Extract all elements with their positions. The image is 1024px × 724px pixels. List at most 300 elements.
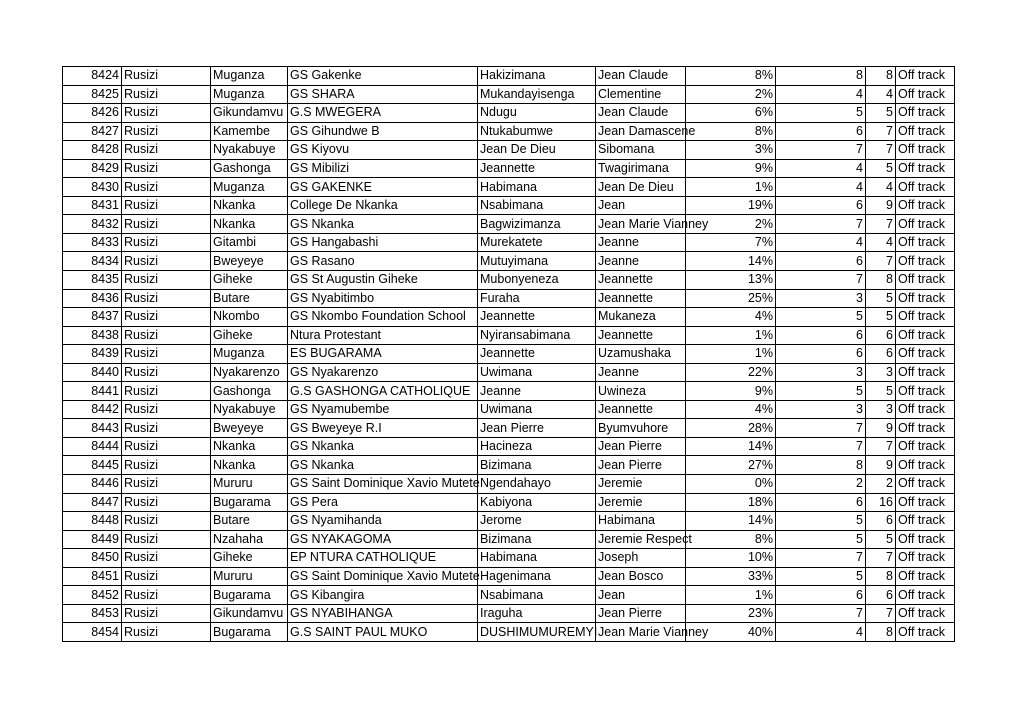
cell-row-id: 8427 [63,122,122,141]
table-row [63,400,955,419]
cell-sector: Giheke [211,271,288,290]
cell-value-b: 2 [866,475,896,494]
cell-percent: 13% [686,271,776,290]
table-row [63,345,955,364]
cell-row-id: 8434 [63,252,122,271]
cell-last-name: Mutuyimana [478,252,596,271]
cell-sector: Muganza [211,67,288,86]
cell-school: GS Gakenke [288,67,478,86]
cell-value-b: 7 [866,252,896,271]
cell-last-name: Jeanne [478,382,596,401]
cell-first-name: Jean [596,586,686,605]
cell-school: GS Gihundwe B [288,122,478,141]
table-row [63,475,955,494]
cell-first-name: Jeannette [596,289,686,308]
cell-school: GS SHARA [288,85,478,104]
cell-last-name: Mubonyeneza [478,271,596,290]
cell-value-a: 4 [776,178,866,197]
cell-first-name: Jean Pierre [596,604,686,623]
table-row [63,215,955,234]
cell-school: GS Nkombo Foundation School [288,308,478,327]
cell-school: GS NYABIHANGA [288,604,478,623]
cell-first-name: Jeanne [596,363,686,382]
cell-first-name: Jeannette [596,400,686,419]
cell-sector: Nyakabuye [211,400,288,419]
cell-district: Rusizi [122,530,211,549]
cell-value-a: 7 [776,419,866,438]
cell-row-id: 8429 [63,159,122,178]
cell-status: Off track [896,382,955,401]
cell-sector: Muganza [211,178,288,197]
cell-school: GS Nyamihanda [288,512,478,531]
table-row [63,586,955,605]
cell-row-id: 8444 [63,437,122,456]
cell-school: GS Nkanka [288,215,478,234]
cell-value-b: 5 [866,104,896,123]
cell-last-name: Jean De Dieu [478,141,596,160]
cell-value-b: 9 [866,196,896,215]
cell-last-name: Bagwizimanza [478,215,596,234]
cell-first-name: Uwineza [596,382,686,401]
cell-sector: Gikundamvu [211,604,288,623]
cell-value-a: 4 [776,233,866,252]
cell-first-name: Jean Marie Vianney [596,215,686,234]
cell-percent: 9% [686,382,776,401]
cell-sector: Bugarama [211,623,288,642]
cell-status: Off track [896,549,955,568]
cell-school: EP NTURA CATHOLIQUE [288,549,478,568]
cell-district: Rusizi [122,400,211,419]
cell-school: GS Nyabitimbo [288,289,478,308]
cell-status: Off track [896,326,955,345]
cell-school: GS Saint Dominique Xavio Mutete [288,475,478,494]
cell-row-id: 8436 [63,289,122,308]
cell-row-id: 8446 [63,475,122,494]
cell-school: G.S SAINT PAUL MUKO [288,623,478,642]
cell-value-b: 9 [866,419,896,438]
cell-last-name: Nsabimana [478,586,596,605]
cell-value-b: 7 [866,549,896,568]
cell-value-b: 4 [866,85,896,104]
cell-row-id: 8451 [63,567,122,586]
table-row [63,623,955,642]
cell-value-b: 4 [866,178,896,197]
cell-row-id: 8424 [63,67,122,86]
cell-value-b: 5 [866,159,896,178]
cell-sector: Nkanka [211,215,288,234]
cell-value-a: 3 [776,400,866,419]
cell-row-id: 8441 [63,382,122,401]
cell-last-name: Jeannette [478,345,596,364]
cell-sector: Gitambi [211,233,288,252]
cell-status: Off track [896,493,955,512]
cell-last-name: Ntukabumwe [478,122,596,141]
cell-status: Off track [896,400,955,419]
cell-first-name: Jeremie Respect [596,530,686,549]
cell-status: Off track [896,85,955,104]
cell-school: GS Bweyeye R.I [288,419,478,438]
cell-school: GS Nyamubembe [288,400,478,419]
cell-percent: 23% [686,604,776,623]
cell-district: Rusizi [122,567,211,586]
cell-school: GS NYAKAGOMA [288,530,478,549]
cell-value-b: 7 [866,141,896,160]
cell-sector: Muganza [211,345,288,364]
cell-sector: Bweyeye [211,252,288,271]
cell-first-name: Uzamushaka [596,345,686,364]
cell-district: Rusizi [122,178,211,197]
table-row [63,604,955,623]
cell-percent: 2% [686,215,776,234]
cell-value-a: 8 [776,67,866,86]
cell-school: GS Saint Dominique Xavio Mutete [288,567,478,586]
cell-row-id: 8443 [63,419,122,438]
cell-percent: 7% [686,233,776,252]
cell-value-a: 3 [776,289,866,308]
table-row [63,233,955,252]
cell-first-name: Habimana [596,512,686,531]
cell-percent: 1% [686,586,776,605]
table-row [63,512,955,531]
cell-first-name: Twagirimana [596,159,686,178]
cell-first-name: Clementine [596,85,686,104]
data-table [62,66,955,642]
cell-value-a: 6 [776,122,866,141]
cell-row-id: 8454 [63,623,122,642]
cell-status: Off track [896,196,955,215]
cell-value-a: 3 [776,363,866,382]
cell-percent: 3% [686,141,776,160]
cell-value-a: 6 [776,345,866,364]
cell-first-name: Sibomana [596,141,686,160]
cell-status: Off track [896,475,955,494]
cell-status: Off track [896,530,955,549]
table-row [63,122,955,141]
cell-last-name: Habimana [478,549,596,568]
cell-value-a: 6 [776,196,866,215]
cell-status: Off track [896,604,955,623]
cell-value-b: 6 [866,586,896,605]
cell-status: Off track [896,345,955,364]
cell-row-id: 8439 [63,345,122,364]
cell-value-a: 7 [776,437,866,456]
cell-value-a: 6 [776,326,866,345]
cell-first-name: Jean De Dieu [596,178,686,197]
cell-row-id: 8428 [63,141,122,160]
cell-last-name: Nyiransabimana [478,326,596,345]
cell-first-name: Jeremie [596,475,686,494]
cell-school: ES BUGARAMA [288,345,478,364]
cell-last-name: Ndugu [478,104,596,123]
cell-sector: Giheke [211,326,288,345]
cell-value-a: 8 [776,456,866,475]
cell-last-name: Hakizimana [478,67,596,86]
cell-first-name: Mukaneza [596,308,686,327]
cell-value-b: 7 [866,215,896,234]
cell-status: Off track [896,252,955,271]
cell-value-a: 7 [776,549,866,568]
cell-school: Ntura Protestant [288,326,478,345]
cell-sector: Mururu [211,567,288,586]
table-row [63,308,955,327]
cell-sector: Nyakabuye [211,141,288,160]
cell-percent: 14% [686,252,776,271]
cell-district: Rusizi [122,382,211,401]
cell-sector: Nyakarenzo [211,363,288,382]
cell-status: Off track [896,122,955,141]
cell-value-b: 6 [866,512,896,531]
cell-last-name: Uwimana [478,400,596,419]
cell-school: GS Mibilizi [288,159,478,178]
cell-district: Rusizi [122,196,211,215]
table-body [63,67,955,642]
cell-row-id: 8442 [63,400,122,419]
cell-value-a: 4 [776,159,866,178]
cell-last-name: Kabiyona [478,493,596,512]
cell-value-b: 7 [866,122,896,141]
table-row [63,567,955,586]
cell-value-b: 7 [866,604,896,623]
cell-district: Rusizi [122,104,211,123]
cell-row-id: 8432 [63,215,122,234]
cell-percent: 14% [686,512,776,531]
cell-district: Rusizi [122,289,211,308]
cell-last-name: Murekatete [478,233,596,252]
cell-first-name: Jean Bosco [596,567,686,586]
cell-row-id: 8447 [63,493,122,512]
cell-percent: 18% [686,493,776,512]
cell-value-b: 8 [866,567,896,586]
cell-school: GS Nyakarenzo [288,363,478,382]
table-row [63,159,955,178]
cell-first-name: Jean [596,196,686,215]
cell-district: Rusizi [122,512,211,531]
cell-district: Rusizi [122,85,211,104]
cell-percent: 9% [686,159,776,178]
cell-last-name: Ngendahayo [478,475,596,494]
cell-status: Off track [896,419,955,438]
cell-first-name: Jeannette [596,326,686,345]
cell-value-a: 6 [776,586,866,605]
cell-value-b: 6 [866,326,896,345]
cell-value-a: 6 [776,252,866,271]
cell-sector: Bugarama [211,493,288,512]
cell-value-a: 5 [776,104,866,123]
cell-row-id: 8437 [63,308,122,327]
cell-first-name: Jean Claude [596,104,686,123]
cell-percent: 1% [686,326,776,345]
cell-percent: 8% [686,530,776,549]
cell-value-b: 3 [866,400,896,419]
cell-school: GS Kibangira [288,586,478,605]
cell-status: Off track [896,141,955,160]
cell-sector: Gashonga [211,382,288,401]
cell-row-id: 8433 [63,233,122,252]
cell-row-id: 8449 [63,530,122,549]
table-row [63,196,955,215]
cell-school: GS Nkanka [288,437,478,456]
cell-sector: Muganza [211,85,288,104]
cell-school: GS GAKENKE [288,178,478,197]
cell-first-name: Jeannette [596,271,686,290]
cell-percent: 6% [686,104,776,123]
cell-value-a: 5 [776,567,866,586]
cell-row-id: 8426 [63,104,122,123]
table-row [63,326,955,345]
cell-value-b: 16 [866,493,896,512]
cell-value-b: 8 [866,623,896,642]
cell-value-a: 5 [776,382,866,401]
cell-row-id: 8425 [63,85,122,104]
cell-school: GS Pera [288,493,478,512]
cell-status: Off track [896,289,955,308]
cell-district: Rusizi [122,363,211,382]
cell-percent: 25% [686,289,776,308]
cell-status: Off track [896,437,955,456]
cell-district: Rusizi [122,437,211,456]
cell-percent: 8% [686,67,776,86]
cell-sector: Bweyeye [211,419,288,438]
cell-value-a: 7 [776,271,866,290]
cell-row-id: 8430 [63,178,122,197]
cell-row-id: 8452 [63,586,122,605]
cell-percent: 1% [686,345,776,364]
cell-sector: Bugarama [211,586,288,605]
cell-value-b: 5 [866,530,896,549]
table-row [63,141,955,160]
table-row [63,363,955,382]
cell-percent: 27% [686,456,776,475]
cell-row-id: 8453 [63,604,122,623]
cell-row-id: 8431 [63,196,122,215]
cell-last-name: Mukandayisenga [478,85,596,104]
cell-percent: 4% [686,308,776,327]
cell-status: Off track [896,104,955,123]
cell-district: Rusizi [122,345,211,364]
cell-value-a: 5 [776,530,866,549]
cell-status: Off track [896,159,955,178]
cell-last-name: Habimana [478,178,596,197]
cell-sector: Butare [211,289,288,308]
cell-district: Rusizi [122,308,211,327]
cell-value-b: 5 [866,382,896,401]
cell-percent: 19% [686,196,776,215]
cell-sector: Nkanka [211,196,288,215]
cell-value-a: 6 [776,493,866,512]
cell-row-id: 8438 [63,326,122,345]
table-row [63,530,955,549]
cell-sector: Kamembe [211,122,288,141]
cell-last-name: DUSHIMUMUREMYI [478,623,596,642]
cell-percent: 40% [686,623,776,642]
cell-district: Rusizi [122,141,211,160]
table-row [63,437,955,456]
cell-first-name: Jean Claude [596,67,686,86]
table-row [63,67,955,86]
cell-sector: Mururu [211,475,288,494]
table-row [63,549,955,568]
cell-row-id: 8445 [63,456,122,475]
cell-last-name: Furaha [478,289,596,308]
cell-percent: 33% [686,567,776,586]
cell-percent: 14% [686,437,776,456]
cell-status: Off track [896,67,955,86]
cell-value-a: 2 [776,475,866,494]
cell-first-name: Jeremie [596,493,686,512]
cell-percent: 28% [686,419,776,438]
cell-district: Rusizi [122,159,211,178]
table-row [63,271,955,290]
cell-percent: 10% [686,549,776,568]
cell-school: GS Nkanka [288,456,478,475]
cell-sector: Nkanka [211,456,288,475]
cell-row-id: 8450 [63,549,122,568]
cell-value-a: 7 [776,604,866,623]
cell-district: Rusizi [122,475,211,494]
cell-percent: 4% [686,400,776,419]
cell-first-name: Jean Marie Vianney [596,623,686,642]
cell-first-name: Jeanne [596,233,686,252]
cell-last-name: Jerome [478,512,596,531]
cell-school: GS Rasano [288,252,478,271]
cell-last-name: Iraguha [478,604,596,623]
cell-district: Rusizi [122,215,211,234]
cell-status: Off track [896,233,955,252]
cell-district: Rusizi [122,67,211,86]
cell-status: Off track [896,271,955,290]
cell-value-b: 8 [866,67,896,86]
cell-district: Rusizi [122,252,211,271]
cell-percent: 2% [686,85,776,104]
cell-status: Off track [896,586,955,605]
cell-value-a: 5 [776,308,866,327]
cell-school: College De Nkanka [288,196,478,215]
cell-last-name: Jean Pierre [478,419,596,438]
cell-last-name: Hacineza [478,437,596,456]
cell-sector: Nkombo [211,308,288,327]
cell-percent: 8% [686,122,776,141]
cell-value-b: 3 [866,363,896,382]
cell-district: Rusizi [122,233,211,252]
cell-row-id: 8448 [63,512,122,531]
table-row [63,104,955,123]
cell-percent: 0% [686,475,776,494]
cell-first-name: Jean Pierre [596,456,686,475]
cell-district: Rusizi [122,456,211,475]
table-row [63,493,955,512]
cell-last-name: Jeannette [478,159,596,178]
cell-district: Rusizi [122,549,211,568]
cell-district: Rusizi [122,326,211,345]
table-row [63,419,955,438]
cell-first-name: Byumvuhore [596,419,686,438]
cell-value-b: 7 [866,437,896,456]
cell-sector: Butare [211,512,288,531]
cell-status: Off track [896,623,955,642]
cell-value-b: 6 [866,345,896,364]
cell-status: Off track [896,308,955,327]
cell-sector: Gikundamvu [211,104,288,123]
cell-value-a: 4 [776,85,866,104]
cell-district: Rusizi [122,493,211,512]
cell-district: Rusizi [122,271,211,290]
cell-first-name: Joseph [596,549,686,568]
cell-district: Rusizi [122,586,211,605]
cell-value-a: 7 [776,215,866,234]
table-row [63,382,955,401]
cell-status: Off track [896,363,955,382]
cell-value-a: 7 [776,141,866,160]
